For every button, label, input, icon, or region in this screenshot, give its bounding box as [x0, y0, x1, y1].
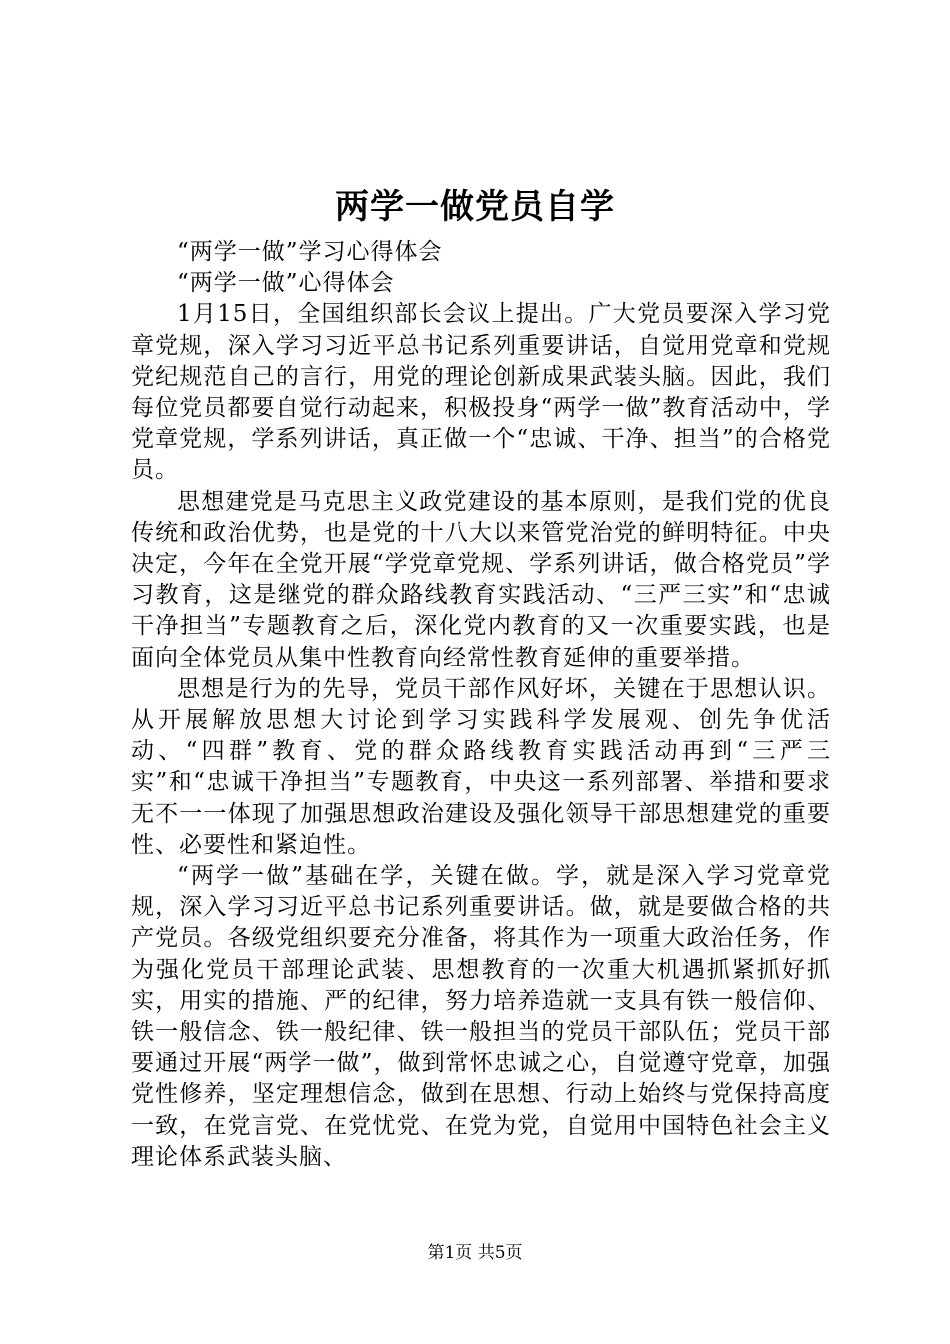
document-body — [131, 237, 831, 1173]
page-footer: 第1页 共5页 — [427, 1243, 523, 1263]
paragraph: “两学一做”基础在学，关键在做。学，就是深入学习党章党规，深入学习习近平总书记系列重要讲话。做，就是要做合格的共产党员。各级党组织要充分准备，将其作为一项重大政治任务，作为强化党员干部理论武装、思想教育的一次重大机遇抓紧抓好抓实，用实的措施、严的纪律，努力培养造就一支具有铁一般信仰、铁一般信念、铁一般纪律、铁一般担当的党员干部队伍；党员干部要通过开展“两学一做”，做到常怀忠诚之心，自觉遵守党章，加强党性修养，坚定理想信念，做到在思想、行动上始终与党保持高度一致，在党言党、在党忧党、在党为党，自觉用中国特色社会主义理论体系武装头脑、 — [131, 863, 831, 1170]
paragraph: 1月15日，全国组织部长会议上提出。广大党员要深入学习党章党规，深入学习习近平总书记系列重要讲话，自觉用党章和党规党纪规范自己的言行，用党的理论创新成果武装头脑。因此，我们每位党员都要自觉行动起来，积极投身“两学一做”教育活动中，学党章党规，学系列讲话，真正做一个“忠诚、干净、担当”的合格党员。 — [131, 301, 831, 484]
paragraph: 思想是行为的先导，党员干部作风好坏，关键在于思想认识。从开展解放思想大讨论到学习实践科学发展观、创先争优活动、“四群”教育、党的群众路线教育实践活动再到“三严三实”和“忠诚干净担当”专题教育，中央这一系列部署、举措和要求无不一一体现了加强思想政治建设及强化领导干部思想建党的重要性、必要性和紧迫性。 — [131, 675, 831, 858]
document-title: 两学一做党员自学 — [335, 187, 615, 227]
subtitle-line: “两学一做”心得体会 — [177, 270, 395, 297]
paragraph: 思想建党是马克思主义政党建设的基本原则，是我们党的优良传统和政治优势，也是党的十八大以来管党治党的鲜明特征。中央决定，今年在全党开展“学党章党规、学系列讲话，做合格党员”学习教育，这是继党的群众路线教育实践活动、“三严三实”和“忠诚干净担当”专题教育之后，深化党内教育的又一次重要实践，也是面向全体党员从集中性教育向经常性教育延伸的重要举措。 — [131, 488, 831, 671]
subtitle-line: “两学一做”学习心得体会 — [177, 239, 443, 265]
